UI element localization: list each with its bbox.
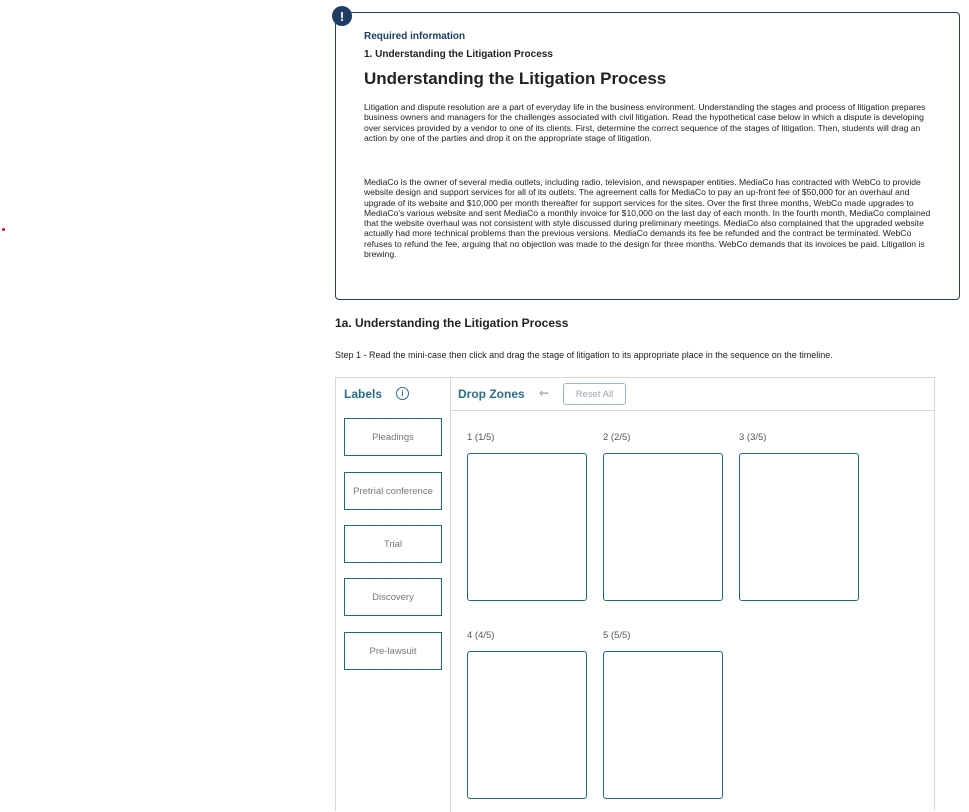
drag-drop-area [335,377,935,811]
info-subheading: 1. Understanding the Litigation Process [364,49,553,60]
label-card-pre-lawsuit[interactable]: Pre-lawsuit [344,632,442,670]
drop-zone-2[interactable] [603,453,723,601]
drop-zone-1-label: 1 (1/5) [467,432,495,443]
label-card-trial[interactable]: Trial [344,525,442,563]
alert-icon: ! [332,6,352,26]
case-paragraph: MediaCo is the owner of several media outlets, including radio, television, and newspaper entities. MediaCo has contracted with WebCo to provide website design and support services for all of its outlets. The agreement calls for MediaCo to pay an up-front fee of $50,000 for an overhaul and upgrade of its website and $10,000 per month thereafter for support services for the sites. Over the first three months, WebCo made upgrades to MediaCo's various website and sent MediaCo a monthly invoice for $10,000 on the last day of each month. In the fourth month, MediaCo complained that the website overhaul was not consistent with style discussed during preliminary meetings. MediaCo also complained that the upgraded website actually had more technical problems than the previous versions. MediaCo demands its fee be refunded and the contract be terminated. WebCo refuses to refund the fee, arguing that no objection was made to the design for three months. WebCo demands that its invoices be paid. Litigation is brewing. [364,177,931,260]
label-card-pretrial-conference[interactable]: Pretrial conference [344,472,442,510]
intro-paragraph: Litigation and dispute resolution are a part of everyday life in the business environment. Understanding the stages and process of litigation prepares business owners and managers for the challenges associated with civil litigation. Read the hypothetical case below in which a dispute is developing over services provided by a vendor to one of its clients. First, determine the correct sequence of the stages of litigation. Then, students will drag an action by one of the parties and drop it on the appropriate stage of litigation. [364,102,926,143]
labels-column [336,378,451,812]
drop-zone-2-label: 2 (2/5) [603,432,631,443]
section-title: 1a. Understanding the Litigation Process [335,316,569,330]
reset-all-button[interactable]: Reset All [563,383,626,405]
drop-zone-3[interactable] [739,453,859,601]
drop-zone-1[interactable] [467,453,587,601]
drop-zones-header-divider [450,410,934,411]
step-instructions: Step 1 - Read the mini-case then click and drag the stage of litigation to its appropriate place in the sequence on the timeline. [335,350,833,360]
drop-zone-3-label: 3 (3/5) [739,432,767,443]
red-marker-dot [2,228,5,231]
info-icon[interactable]: i [396,387,409,400]
drop-zone-5-label: 5 (5/5) [603,630,631,641]
required-info-label: Required information [364,31,466,42]
drop-zone-5[interactable] [603,651,723,799]
undo-icon[interactable]: ⇜ [539,386,550,400]
label-card-discovery[interactable]: Discovery [344,578,442,616]
drop-zones-title: Drop Zones [458,387,525,401]
info-heading: Understanding the Litigation Process [364,69,667,88]
label-card-pleadings[interactable]: Pleadings [344,418,442,456]
labels-title: Labels [344,387,383,401]
drop-zone-4-label: 4 (4/5) [467,630,495,641]
drop-zone-4[interactable] [467,651,587,799]
